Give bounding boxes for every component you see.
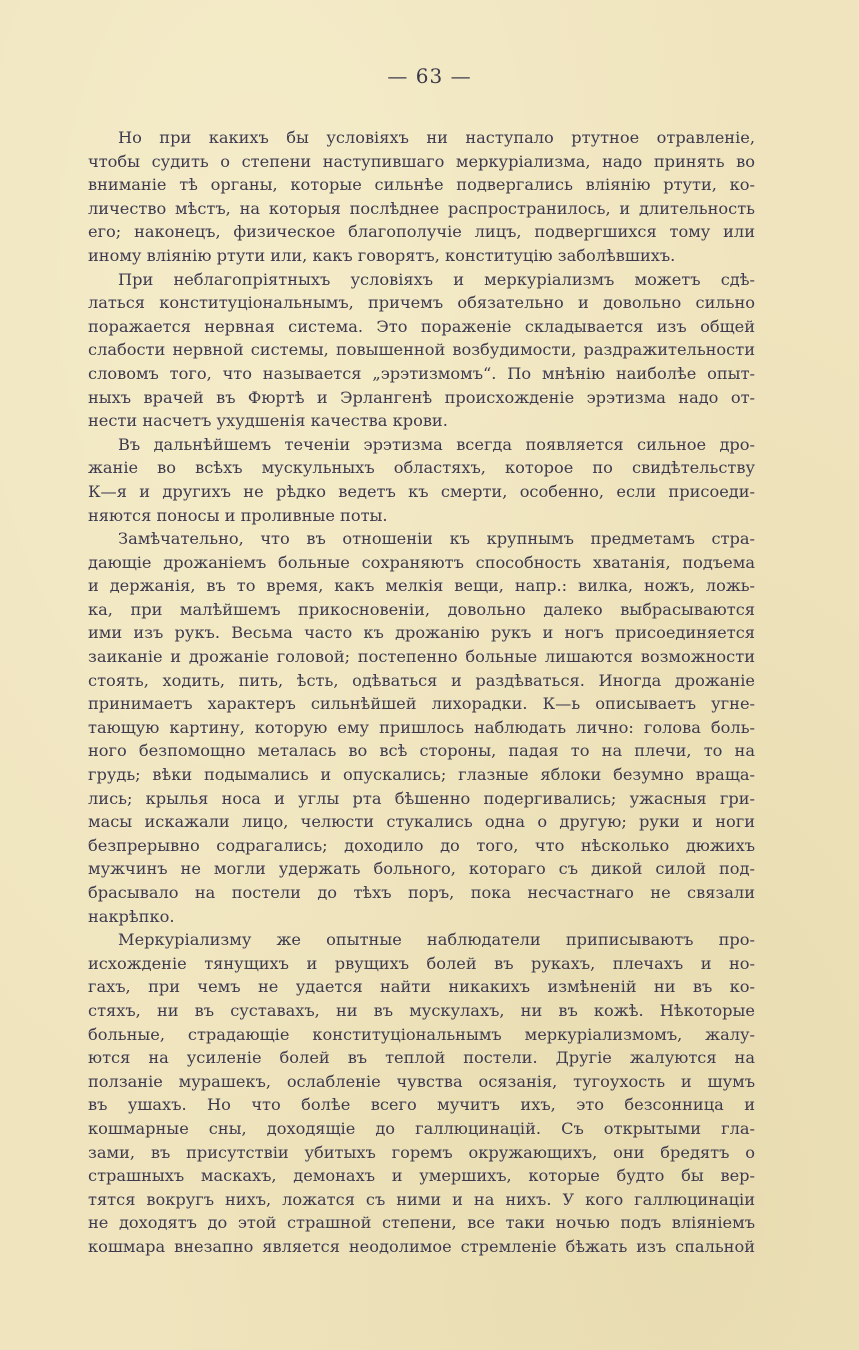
- text-line: чтобы судить о степени наступившаго меркурiализма, надо принять во: [88, 151, 755, 171]
- text-line: латься конституцiональнымъ, причемъ обязательно и довольно сильно: [88, 293, 755, 313]
- text-line: Замѣчательно, что въ отношенiи къ крупнымъ предметамъ стра-: [118, 529, 755, 549]
- text-line: стоять, ходить, пить, ѣсть, одѣваться и раздѣваться. Иногда дрожанiе: [88, 670, 755, 690]
- text-line: При неблагопрiятныхъ условiяхъ и меркурiализмъ можетъ сдѣ-: [118, 269, 755, 289]
- text-line: ного безпомощно металась во всѣ стороны, падая то на плечи, то на: [88, 741, 755, 761]
- text-line: ползанiе мурашекъ, ослабленiе чувства осязанiя, тугоухость и шумъ: [88, 1071, 755, 1091]
- text-line: его; наконецъ, физическое благополучiе лицъ, подвергшихся тому или: [88, 222, 755, 242]
- text-line: не доходятъ до этой страшной степени, все таки ночью подъ влiянiемъ: [88, 1213, 755, 1233]
- text-line: и держанiя, въ то время, какъ мелкiя вещи, напр.: вилка, ножъ, ложь-: [88, 576, 755, 596]
- text-line: кошмарные сны, доходящiе до галлюцинацiй. Съ открытыми гла-: [88, 1118, 755, 1138]
- text-line: принимаетъ характеръ сильнѣйшей лихорадки. К—ь описываетъ угне-: [88, 694, 755, 714]
- text-line: масы искажали лицо, челюсти стукались одна о другую; руки и ноги: [88, 812, 755, 832]
- text-line: иному влiянiю ртути или, какъ говорятъ, конституцiю заболѣвшихъ.: [88, 245, 676, 265]
- text-line: Меркурiализму же опытные наблюдатели приписываютъ про-: [118, 930, 755, 950]
- text-line: брасывало на постели до тѣхъ поръ, пока несчастнаго не связали: [88, 883, 755, 902]
- text-line: заиканiе и дрожанiе головой; постепенно больные лишаются возможности: [88, 647, 755, 667]
- text-line: ныхъ врачей въ Фюртѣ и Эрлангенѣ происхожденiе эрэтизма надо от-: [88, 387, 755, 407]
- text-line: въ ушахъ. Но что болѣе всего мучитъ ихъ, это безсонница и: [88, 1095, 755, 1115]
- text-line: зами, въ присутствiи убитыхъ горемъ окружающихъ, они бредятъ о: [88, 1142, 755, 1162]
- text-line: няются поносы и проливные поты.: [88, 505, 388, 525]
- text-line: грудь; вѣки подымались и опускались; глазные яблоки безумно враща-: [88, 765, 755, 785]
- text-line: гахъ, при чемъ не удается найти никакихъ измѣненiй ни въ ко-: [88, 977, 755, 997]
- body-text: [88, 126, 755, 1259]
- text-line: дающiе дрожанiемъ больные сохраняютъ способность хватанiя, подъема: [88, 552, 755, 572]
- page-number: — 63 —: [387, 64, 472, 88]
- text-line: тающую картину, которую ему пришлось наблюдать лично: голова боль-: [88, 717, 755, 737]
- text-line: жанiе во всѣхъ мускульныхъ областяхъ, которое по свидѣтельству: [88, 458, 755, 478]
- text-line: безпрерывно содрагались; доходило до того, что нѣсколько дюжихъ: [88, 835, 755, 855]
- text-line: К—я и другихъ не рѣдко ведетъ къ смерти, особенно, если присоеди-: [88, 481, 755, 501]
- text-line: накрѣпко.: [88, 906, 175, 926]
- text-line: Въ дальнѣйшемъ теченiи эрэтизма всегда появляется сильное дро-: [118, 434, 755, 454]
- text-line: личество мѣстъ, на которыя послѣднее распространилось, и длительность: [88, 198, 755, 218]
- text-line: исхожденiе тянущихъ и рвущихъ болей въ рукахъ, плечахъ и но-: [88, 953, 755, 973]
- text-line: стяхъ, ни въ суставахъ, ни въ мускулахъ, ни въ кожѣ. Нѣкоторые: [88, 1000, 755, 1020]
- text-line: кошмара внезапно является неодолимое стремленiе бѣжать изъ спальной: [88, 1236, 755, 1256]
- text-line: тятся вокругъ нихъ, ложатся съ ними и на нихъ. У кого галлюцинацiи: [88, 1189, 755, 1209]
- text-line: словомъ того, что называется „эрэтизмомъ“. По мнѣнiю наиболѣе опыт-: [88, 363, 755, 383]
- text-line: больные, страдающiе конституцiональнымъ меркурiализмомъ, жалу-: [88, 1024, 755, 1044]
- text-line: ка, при малѣйшемъ прикосновенiи, довольно далеко выбрасываются: [88, 599, 755, 619]
- text-line: поражается нервная система. Это пораженiе складывается изъ общей: [88, 316, 755, 336]
- text-line: страшныхъ маскахъ, демонахъ и умершихъ, которые будто бы вер-: [88, 1166, 755, 1186]
- text-line: лись; крылья носа и углы рта бѣшенно подергивались; ужасныя гри-: [88, 788, 755, 808]
- text-line: мужчинъ не могли удержать больного, котораго съ дикой силой под-: [88, 859, 755, 879]
- text-line: слабости нервной системы, повышенной возбудимости, раздражительности: [88, 340, 755, 360]
- text-line: вниманiе тѣ органы, которые сильнѣе подвергались влiянiю ртути, ко-: [88, 175, 755, 195]
- text-line: ими изъ рукъ. Весьма часто къ дрожанiю рукъ и ногъ присоединяется: [88, 623, 755, 643]
- text-line: ются на усиленiе болей въ теплой постели. Другiе жалуются на: [88, 1048, 755, 1068]
- text-line: нести насчетъ ухудшенiя качества крови.: [88, 411, 448, 431]
- text-line: Но при какихъ бы условiяхъ ни наступало ртутное отравленiе,: [118, 128, 755, 147]
